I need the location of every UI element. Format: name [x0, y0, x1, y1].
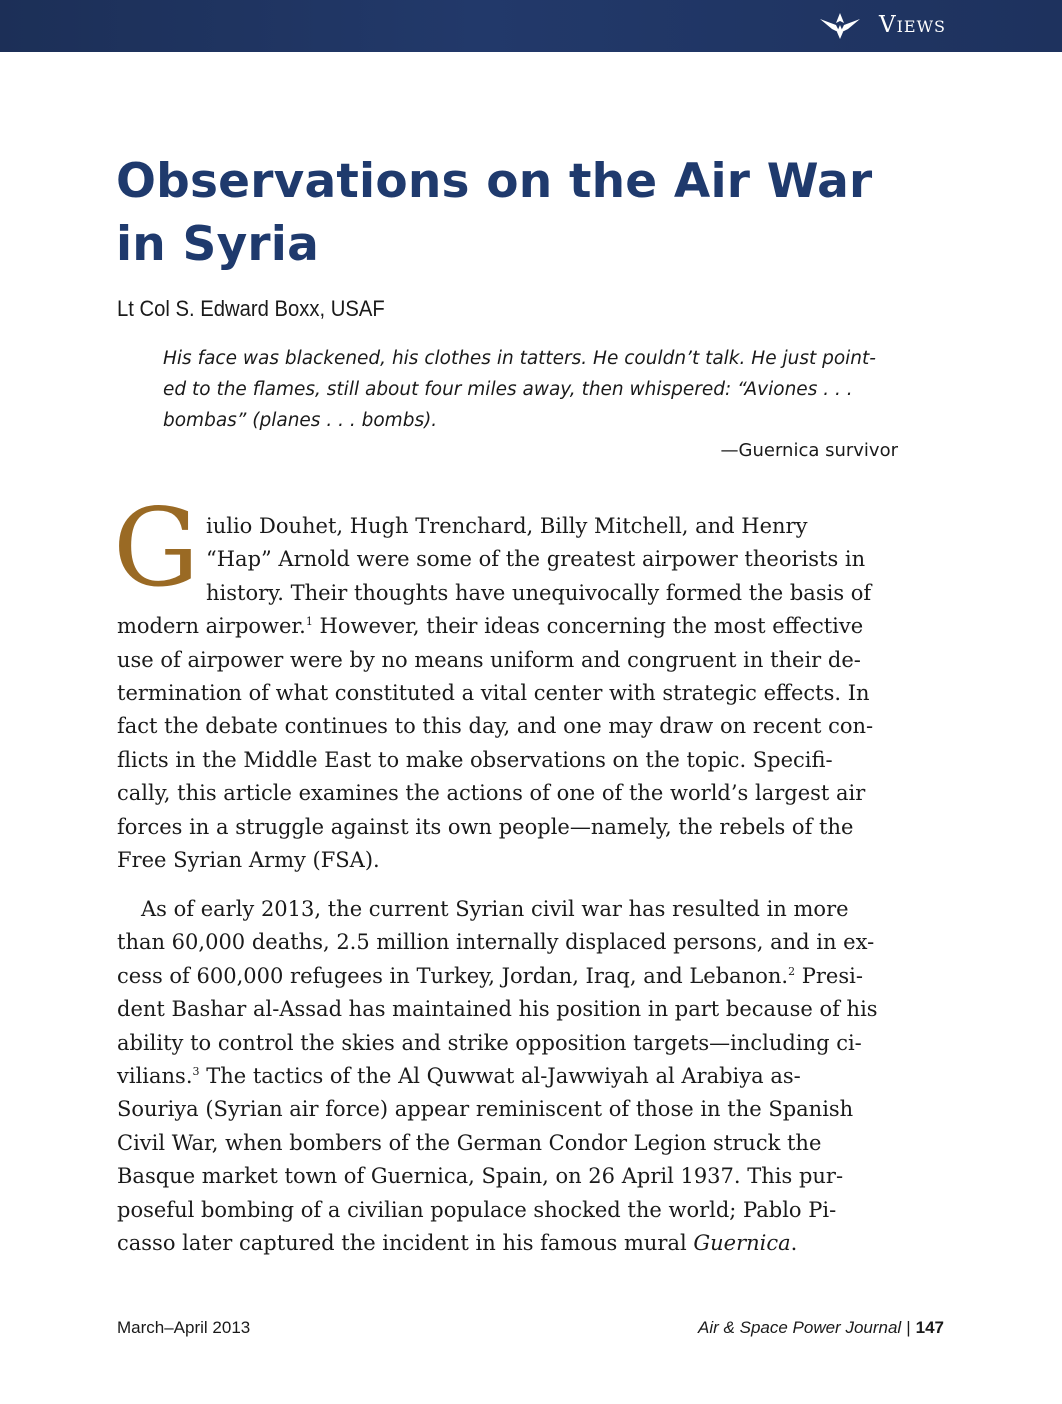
footer-separator: |	[906, 1318, 911, 1337]
text-line: Basque market town of Guernica, Spain, on 26 April 1937. This pur-	[117, 1164, 844, 1189]
text-span: cess of 600,000 refugees in Turkey, Jordan, Iraq, and Lebanon.	[117, 963, 789, 988]
footer-issue-date: March–April 2013	[117, 1318, 251, 1337]
text-span: modern airpower.	[117, 614, 306, 639]
section-label: Views	[878, 12, 946, 38]
air-force-wings-icon	[818, 11, 862, 41]
text-line: “Hap” Arnold were some of the greatest airpower theorists in	[206, 547, 866, 572]
text-line: history. Their thoughts have unequivocally formed the basis of	[206, 580, 872, 605]
text-span: Presi-	[795, 963, 863, 988]
text-line: As of early 2013, the current Syrian civil war has resulted in more	[141, 897, 849, 921]
text-line: poseful bombing of a civilian populace shocked the world; Pablo Pi-	[117, 1197, 837, 1222]
epigraph-line: bombas” (planes . . . bombs).	[163, 410, 438, 431]
paragraph-1	[117, 510, 947, 877]
epigraph-attribution: —Guernica survivor	[720, 440, 898, 461]
text-line: flicts in the Middle East to make observations on the topic. Specifi-	[117, 747, 833, 772]
text-span: The tactics of the Al Quwwat al-Jawwiyah al Arabiya as-	[199, 1064, 801, 1089]
text-line: cally, this article examines the actions of one of the world’s largest air	[117, 781, 866, 806]
footer-journal	[698, 1318, 944, 1338]
title-line-2: in Syria	[116, 217, 320, 272]
epigraph	[163, 343, 893, 436]
footnote-ref[interactable]: 1	[305, 615, 313, 629]
text-line: fact the debate continues to this day, and one may draw on recent con-	[117, 714, 874, 739]
text-line	[117, 1060, 947, 1093]
text-span: However, their ideas concerning the most effective	[312, 614, 864, 639]
mural-title: Guernica	[693, 1231, 791, 1256]
text-line: than 60,000 deaths, 2.5 million internally displaced persons, and in ex-	[117, 930, 875, 955]
paragraph-2	[117, 893, 947, 1260]
text-span: .	[790, 1231, 798, 1256]
text-span: vilians.	[117, 1064, 193, 1089]
author-byline: Lt Col S. Edward Boxx, USAF	[117, 296, 385, 321]
article-title	[116, 150, 936, 276]
text-line: forces in a struggle against its own people—namely, the rebels of the	[117, 814, 854, 839]
text-line: ability to control the skies and strike opposition targets—including ci-	[117, 1030, 862, 1055]
page-number: 147	[915, 1318, 944, 1337]
footnote-ref[interactable]: 3	[192, 1065, 200, 1079]
footnote-ref[interactable]: 2	[788, 964, 796, 978]
header-bar	[0, 0, 1062, 52]
epigraph-line: ed to the flames, still about four miles away, then whispered: “Aviones . . .	[163, 379, 853, 400]
text-line: termination of what constituted a vital center with strategic effects. In	[117, 681, 870, 706]
epigraph-line: His face was blackened, his clothes in tatters. He couldn’t talk. He just point-	[163, 348, 876, 369]
text-span: casso later captured the incident in his famous mural	[117, 1231, 694, 1256]
text-line: use of airpower were by no means uniform and congruent in their de-	[117, 647, 861, 672]
text-line: dent Bashar al-Assad has maintained his position in part because of his	[117, 997, 878, 1022]
text-line: iulio Douhet, Hugh Trenchard, Billy Mitchell, and Henry	[206, 514, 808, 538]
title-line-1: Observations on the Air War	[116, 154, 873, 209]
text-line: Civil War, when bombers of the German Condor Legion struck the	[117, 1130, 822, 1155]
journal-name: Air & Space Power Journal	[698, 1318, 902, 1337]
text-line	[117, 960, 947, 993]
text-line	[117, 1227, 947, 1260]
drop-cap: G	[113, 486, 200, 611]
text-line	[117, 610, 947, 643]
text-line: Souriya (Syrian air force) appear reminiscent of those in the Spanish	[117, 1097, 854, 1122]
text-line: Free Syrian Army (FSA).	[117, 848, 380, 873]
